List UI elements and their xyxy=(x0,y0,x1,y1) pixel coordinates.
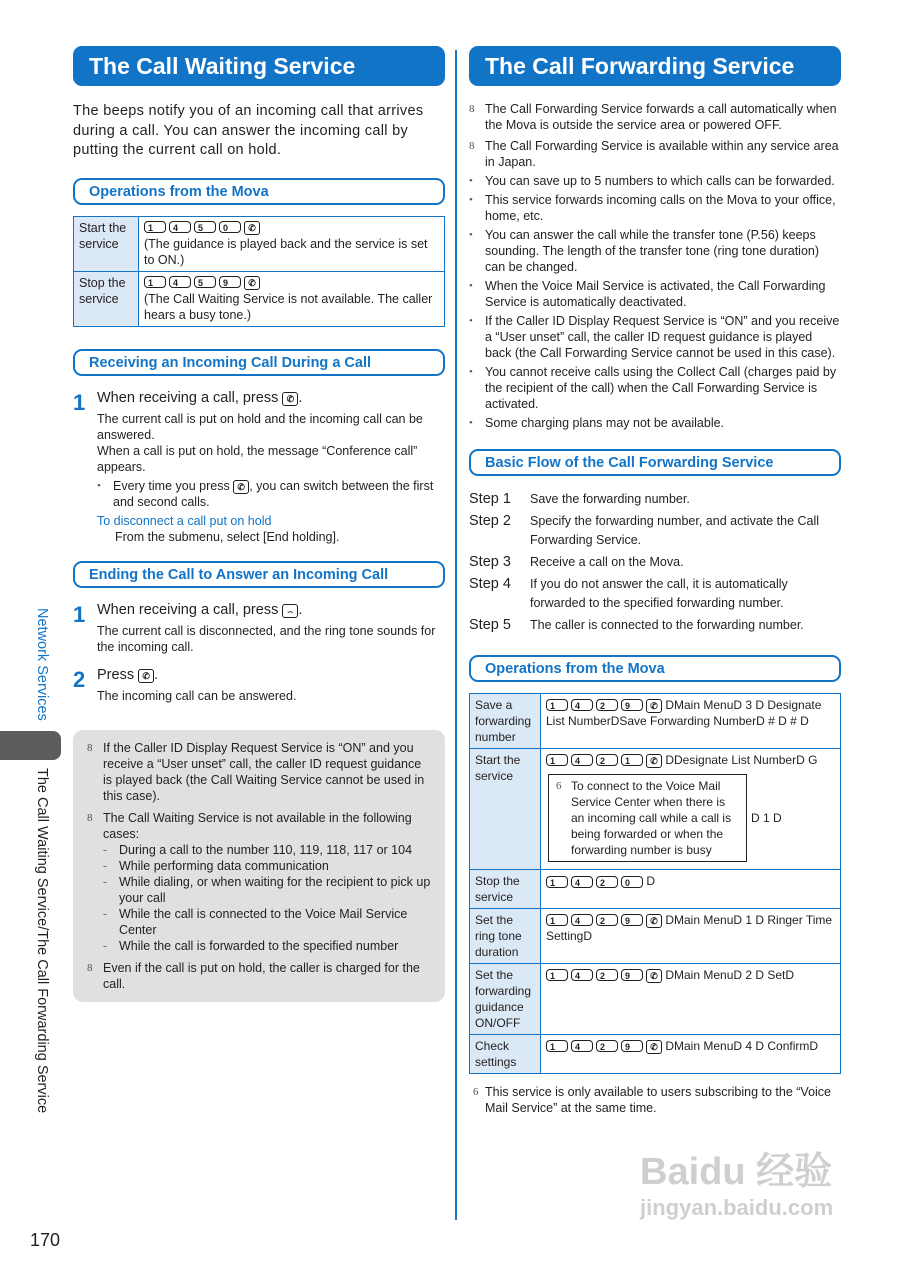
ops-desc: (The guidance is played back and the service is set to ON.) xyxy=(144,236,428,267)
note-subitem-text: While the call is connected to the Voice Mail Service Center xyxy=(119,906,408,937)
key-5: 5 xyxy=(194,276,216,288)
note-subitem xyxy=(103,842,433,858)
note-text: Even if the call is put on hold, the caller is charged for the call. xyxy=(103,960,420,991)
point-text: You cannot receive calls using the Collect Call (charges paid by the recipient of the call) when the Call Forwarding Service is activated. xyxy=(485,365,837,411)
point-item xyxy=(469,101,841,133)
key-1: 1 xyxy=(546,969,568,981)
inner-note-mark: 6 xyxy=(556,780,562,792)
intro-text: The beeps notify you of an incoming call that arrives during a call. You can answer the incoming call by putting the current call on hold. xyxy=(73,103,424,158)
note-subitem-text: During a call to the number 110, 119, 118, 117 or 104 xyxy=(119,842,413,857)
step-desc: The incoming call can be answered. xyxy=(97,688,297,703)
flow-step-label: Step 1 xyxy=(469,491,511,507)
table-row xyxy=(470,909,841,964)
left-column xyxy=(73,46,445,1002)
bullet-text: , you can switch between the first and second calls. xyxy=(113,478,434,509)
ops-label: Start the service xyxy=(470,749,541,870)
page-title-call-forwarding: The Call Forwarding Service xyxy=(469,46,841,86)
key-2: 2 xyxy=(596,1040,618,1052)
point-item xyxy=(469,364,841,412)
key-4: 4 xyxy=(571,876,593,888)
end-heading: Ending the Call to Answer an Incoming Call xyxy=(73,561,445,588)
flow-step-label: Step 3 xyxy=(469,554,511,570)
watermark-url: jingyan.baidu.com xyxy=(640,1195,834,1220)
key-sequence xyxy=(546,969,662,983)
bullet xyxy=(97,478,445,510)
ops-cell xyxy=(541,964,841,1035)
point-item xyxy=(469,138,841,170)
step-number: 1 xyxy=(73,389,86,415)
table-row xyxy=(470,964,841,1035)
inner-note-box xyxy=(548,774,747,862)
page-title-call-waiting: The Call Waiting Service xyxy=(73,46,445,86)
dash-mark: - xyxy=(103,907,107,920)
ops-label: Save a forwarding number xyxy=(470,694,541,749)
forwarding-points xyxy=(469,101,841,431)
step-desc: The current call is put on hold and the incoming call can be answered. xyxy=(97,411,423,442)
ops-text: DMain MenuD 1 D Ringer Time SettingD xyxy=(546,913,833,943)
ops-text: DMain MenuD 4 D ConfirmD xyxy=(665,1039,819,1053)
inner-note-row xyxy=(548,774,835,862)
point-text: The Call Forwarding Service forwards a call automatically when the Mova is outside the service area or powered OFF. xyxy=(485,102,837,132)
table-row xyxy=(470,1035,841,1074)
ops-label: Set the forwarding guidance ON/OFF xyxy=(470,964,541,1035)
point-text: If the Caller ID Display Request Service is “ON” and you receive a “User unset” call, the caller ID request guidance is played back (the Call Forwarding Service cannot be used in this case). xyxy=(485,314,840,360)
note-text: The Call Waiting Service is not available in the following cases: xyxy=(103,810,412,841)
bullet-text: Every time you press xyxy=(113,478,230,493)
step-head xyxy=(97,667,445,683)
call-key-icon: ✆ xyxy=(282,392,298,406)
ops-cell xyxy=(139,271,445,326)
key-1: 1 xyxy=(546,1040,568,1052)
flow-step-text: Receive a call on the Mova. xyxy=(530,555,684,569)
step-head xyxy=(97,390,445,406)
key-9: 9 xyxy=(621,699,643,711)
step-head-text: Press xyxy=(97,666,135,683)
key-sequence xyxy=(546,914,662,928)
key-sequence xyxy=(144,276,260,290)
point-item xyxy=(469,278,841,310)
recv-heading: Receiving an Incoming Call During a Call xyxy=(73,349,445,376)
column-divider xyxy=(455,50,457,1220)
note-mark: 8 xyxy=(87,741,93,754)
key-5: 5 xyxy=(194,221,216,233)
right-column xyxy=(469,46,841,1116)
point-mark: 8 xyxy=(469,140,475,152)
recv-step xyxy=(73,390,445,545)
key-2: 2 xyxy=(596,914,618,926)
ops-cell xyxy=(541,909,841,964)
footnote xyxy=(469,1084,841,1116)
point-text: Some charging plans may not be available. xyxy=(485,416,725,430)
footnote-mark: 6 xyxy=(473,1086,479,1098)
call-key-icon: ✆ xyxy=(646,1040,662,1054)
ops-cell xyxy=(541,870,841,909)
step-desc: The current call is disconnected, and the ring tone sounds for the incoming call. xyxy=(97,623,436,654)
flow-step xyxy=(469,553,841,572)
period: . xyxy=(154,666,159,683)
watermark-logo: Baidu 经验 xyxy=(640,1151,833,1193)
flow-step-text: The caller is connected to the forwarding number. xyxy=(530,618,804,632)
watermark xyxy=(640,1140,833,1221)
call-key-icon: ✆ xyxy=(646,699,662,713)
key-sequence xyxy=(546,699,662,713)
point-mark: • xyxy=(469,366,473,378)
key-0: 0 xyxy=(219,221,241,233)
note-subitem-text: While dialing, or when waiting for the recipient to pick up your call xyxy=(119,874,431,905)
point-mark: • xyxy=(469,315,473,327)
key-1: 1 xyxy=(621,754,643,766)
key-9: 9 xyxy=(219,276,241,288)
key-1: 1 xyxy=(546,699,568,711)
key-4: 4 xyxy=(571,969,593,981)
fwd-ops-heading: Operations from the Mova xyxy=(469,655,841,682)
point-text: When the Voice Mail Service is activated, the Call Forwarding Service is automatically deactivated. xyxy=(485,279,826,309)
call-key-icon: ✆ xyxy=(646,969,662,983)
key-0: 0 xyxy=(621,876,643,888)
key-4: 4 xyxy=(571,1040,593,1052)
page-number: 170 xyxy=(30,1230,61,1250)
key-sequence xyxy=(546,754,662,768)
point-mark: • xyxy=(469,280,473,292)
ops-label: Stop the service xyxy=(470,870,541,909)
dash-mark: - xyxy=(103,843,107,856)
key-2: 2 xyxy=(596,969,618,981)
flow-step xyxy=(469,512,841,550)
note-item xyxy=(87,960,433,992)
key-4: 4 xyxy=(169,276,191,288)
note-mark: 8 xyxy=(87,811,93,824)
ops-text: DDesignate List NumberD G xyxy=(665,753,818,767)
point-mark: • xyxy=(469,175,473,187)
step-head-text: When receiving a call, press xyxy=(97,601,279,618)
key-1: 1 xyxy=(144,221,166,233)
key-2: 2 xyxy=(596,754,618,766)
fwd-ops-table xyxy=(469,693,841,1074)
ops-label: Set the ring tone duration xyxy=(470,909,541,964)
key-2: 2 xyxy=(596,876,618,888)
note-text: If the Caller ID Display Request Service is “ON” and you receive a “User unset” call, the caller ID request guidance is played back (the Call Waiting Service cannot be used in this case). xyxy=(103,740,425,803)
key-sequence xyxy=(546,876,643,888)
note-subitem xyxy=(103,858,433,874)
period: . xyxy=(298,389,303,406)
ops-label: Stop the service xyxy=(74,271,139,326)
flow-step-text: Specify the forwarding number, and activate the Call Forwarding Service. xyxy=(530,514,820,547)
flow-step xyxy=(469,490,841,509)
ops-cell xyxy=(139,216,445,271)
key-1: 1 xyxy=(144,276,166,288)
table-row xyxy=(470,870,841,909)
point-text: This service forwards incoming calls on the Mova to your office, home, etc. xyxy=(485,193,836,223)
inner-after: D 1 D xyxy=(751,811,782,825)
flow-step xyxy=(469,575,841,613)
ops-label: Check settings xyxy=(470,1035,541,1074)
period: . xyxy=(298,601,303,618)
ops-text: DMain MenuD 2 D SetD xyxy=(665,968,795,982)
key-9: 9 xyxy=(621,969,643,981)
disconnect-desc: From the submenu, select [End holding]. xyxy=(115,529,340,544)
ops-desc: (The Call Waiting Service is not available. The caller hears a busy tone.) xyxy=(144,291,433,322)
key-1: 1 xyxy=(546,876,568,888)
ops-text: DMain MenuD 3 D Designate List NumberDSave Forwarding NumberD # D # D xyxy=(546,698,822,728)
flow-step xyxy=(469,616,841,635)
side-chapter-label: The Call Waiting Service/The Call Forwarding Service xyxy=(34,768,50,1114)
table-row xyxy=(470,694,841,749)
point-item xyxy=(469,192,841,224)
key-1: 1 xyxy=(546,914,568,926)
key-2: 2 xyxy=(596,699,618,711)
table-row xyxy=(74,271,445,326)
note-item xyxy=(87,740,433,804)
end-key-icon: ⌢ xyxy=(282,604,298,618)
point-item xyxy=(469,415,841,431)
point-item xyxy=(469,173,841,189)
ops-table xyxy=(73,216,445,327)
key-9: 9 xyxy=(621,914,643,926)
note-subitem xyxy=(103,874,433,906)
side-section-label: Network Services xyxy=(34,608,50,721)
note-mark: 8 xyxy=(87,961,93,974)
point-mark: • xyxy=(469,417,473,429)
flow-step-label: Step 2 xyxy=(469,513,511,529)
call-key-icon: ✆ xyxy=(244,276,260,290)
call-key-icon: ✆ xyxy=(138,669,154,683)
step-number: 2 xyxy=(73,666,86,692)
flow-step-text: Save the forwarding number. xyxy=(530,492,690,506)
dash-mark: - xyxy=(103,875,107,888)
dash-mark: - xyxy=(103,939,107,952)
table-row xyxy=(74,216,445,271)
point-text: You can answer the call while the transfer tone (P.56) keeps sounding. The length of the transfer tone (ring tone duration) can be changed. xyxy=(485,228,820,274)
key-4: 4 xyxy=(169,221,191,233)
disconnect-link[interactable]: To disconnect a call put on hold xyxy=(97,513,272,528)
flow-step-text: If you do not answer the call, it is automatically forwarded to the specified forwarding number. xyxy=(530,577,788,610)
bullet-mark: • xyxy=(97,479,101,492)
notes-box xyxy=(73,730,445,1002)
ops-cell xyxy=(541,1035,841,1074)
ops-cell xyxy=(541,749,841,870)
side-tab xyxy=(0,731,61,760)
note-item xyxy=(87,810,433,954)
key-4: 4 xyxy=(571,754,593,766)
point-mark: • xyxy=(469,194,473,206)
note-subitem xyxy=(103,938,433,954)
flow-step-label: Step 5 xyxy=(469,617,511,633)
note-subitem xyxy=(103,906,433,938)
ops-label: Start the service xyxy=(74,216,139,271)
ops-text: D xyxy=(646,874,656,888)
point-mark: • xyxy=(469,229,473,241)
inner-note-text: To connect to the Voice Mail Service Center when there is an incoming call while a call is being forwarded or when the forwarding number is busy xyxy=(571,779,732,857)
flow-heading: Basic Flow of the Call Forwarding Service xyxy=(469,449,841,476)
note-subitem-text: While performing data communication xyxy=(119,858,329,873)
call-key-icon: ✆ xyxy=(244,221,260,235)
step-desc: When a call is put on hold, the message “Conference call” appears. xyxy=(97,443,418,474)
point-mark: 8 xyxy=(469,103,475,115)
footnote-text: This service is only available to users subscribing to the “Voice Mail Service” at the same time. xyxy=(485,1085,831,1115)
table-row xyxy=(470,749,841,870)
key-4: 4 xyxy=(571,914,593,926)
key-sequence xyxy=(144,221,260,235)
key-sequence xyxy=(546,1040,662,1054)
key-9: 9 xyxy=(621,1040,643,1052)
point-text: The Call Forwarding Service is available within any service area in Japan. xyxy=(485,139,839,169)
flow-steps xyxy=(469,490,841,635)
note-subitem-text: While the call is forwarded to the specified number xyxy=(119,938,399,953)
step-number: 1 xyxy=(73,601,86,627)
key-4: 4 xyxy=(571,699,593,711)
ops-cell xyxy=(541,694,841,749)
key-1: 1 xyxy=(546,754,568,766)
step-head xyxy=(97,602,445,618)
end-step-1 xyxy=(73,602,445,655)
end-step-2 xyxy=(73,667,445,704)
call-key-icon: ✆ xyxy=(646,914,662,928)
point-item xyxy=(469,227,841,275)
call-key-icon: ✆ xyxy=(646,754,662,768)
point-item xyxy=(469,313,841,361)
flow-step-label: Step 4 xyxy=(469,576,511,592)
step-head-text: When receiving a call, press xyxy=(97,389,279,406)
dash-mark: - xyxy=(103,859,107,872)
ops-heading: Operations from the Mova xyxy=(73,178,445,205)
point-text: You can save up to 5 numbers to which calls can be forwarded. xyxy=(485,174,835,188)
call-key-icon: ✆ xyxy=(233,480,249,494)
